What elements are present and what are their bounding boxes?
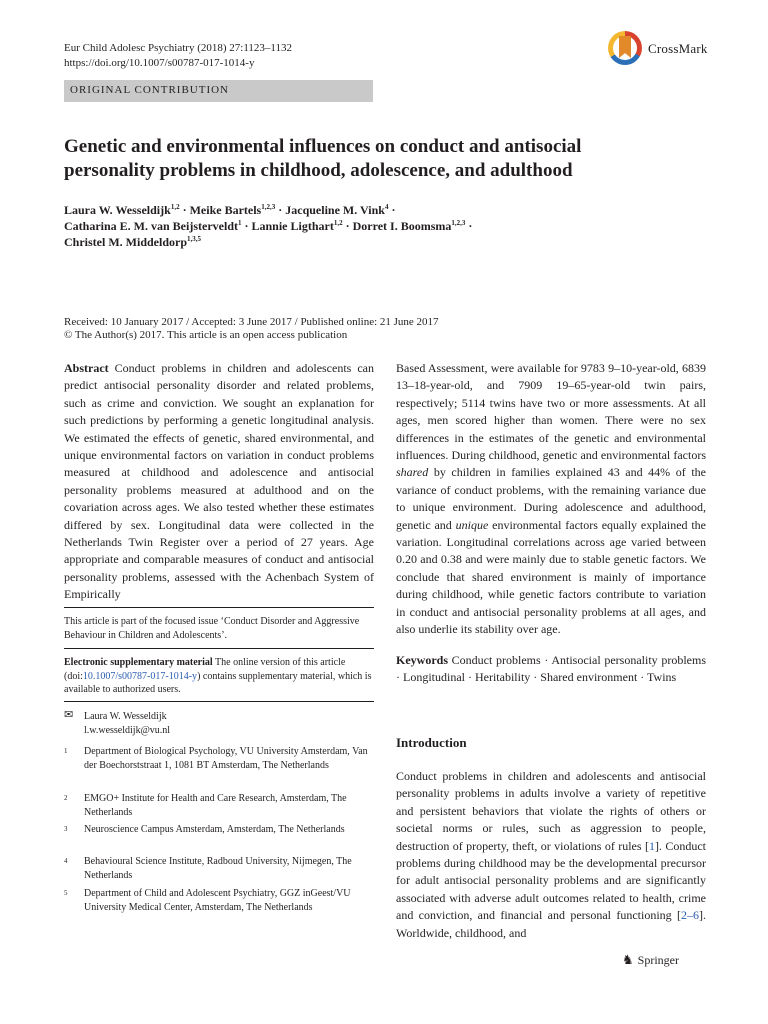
article-type-label: ORIGINAL CONTRIBUTION	[70, 84, 229, 96]
author-name[interactable]: Jacqueline M. Vink	[285, 203, 385, 217]
author-name[interactable]: Lannie Ligthart	[251, 219, 334, 233]
affiliation-number: 4	[64, 857, 68, 865]
esm-text: ) contains supplementary material, which is available to authorized users.	[64, 670, 372, 695]
esm-doi-link[interactable]: 10.1007/s00787-017-1014-y	[82, 670, 198, 682]
abstract-emphasis: unique	[455, 517, 489, 532]
abstract-left	[64, 360, 374, 604]
introduction-paragraph	[396, 768, 706, 942]
publication-dates	[64, 316, 704, 342]
abstract-emphasis: shared	[396, 465, 429, 480]
abstract-label: Abstract	[64, 361, 109, 375]
springer-horse-icon: ♞	[622, 952, 634, 967]
abstract-text: Conduct problems in children and adolescents can predict antisocial personality disorder and related problems, such as crime and conviction. We sought an explanation for such predictions by performing a genetic longitudinal analysis. We estimated the effects of genetic, shared environmental, and unique environmental factors on variation in conduct problems measured at childhood and adolescence and antisocial personality problems measured at adulthood and on the covariation across ages. We also tested whether these estimates differed by sex. Longitudinal data were collected in the Netherlands Twin Register over a period of 27 years. Age appropriate and comparable measures of conduct and antisocial personality problems, assessed with the Achenbach System of Empirically	[64, 361, 375, 602]
footnote-divider	[64, 648, 374, 649]
esm-label: Electronic supplementary material	[64, 657, 213, 668]
author-affiliation: 1,3,5	[187, 235, 201, 243]
title-line: personality problems in childhood, adolescence, and adulthood	[64, 160, 573, 181]
supplementary-material-note	[64, 656, 374, 697]
author-affiliation: 1,2	[170, 203, 180, 211]
crossmark-badge[interactable]	[608, 31, 748, 71]
affiliation-number: 5	[64, 889, 68, 897]
affiliation-text: Behavioural Science Institute, Radboud University, Nijmegen, The Netherlands	[84, 856, 352, 881]
intro-text: Conduct problems in children and adolescents and antisocial personality problems in adults involve a variety of repetitive and persistent behaviors that violate the rights of others or societal norms or rules, such as aggression to people, destruction of property, theft, or violations of rules [	[396, 769, 706, 853]
abstract-text: environmental factors equally explained the variation. Longitudinal correlations across age varied between 0.20 and 0.38 and were mainly due to stable genetic factors. We conclude that shared environment is mainly of importance during childhood, while genetic factors contribute to variation in conduct and antisocial personality problems at all ages, and also underlie its stability over age.	[396, 517, 706, 637]
author-name[interactable]: Catharina E. M. van Beijsterveldt	[64, 219, 238, 233]
article-title	[64, 135, 684, 183]
envelope-icon: ✉	[64, 709, 74, 721]
correspondence-name: Laura W. Wesseldijk	[84, 711, 167, 722]
dates-line: Received: 10 January 2017 / Accepted: 3 June 2017 / Published online: 21 June 2017	[64, 316, 439, 328]
affiliation-text: EMGO+ Institute for Health and Care Research, Amsterdam, The Netherlands	[84, 793, 347, 818]
author-name[interactable]: Dorret I. Boomsma	[352, 219, 452, 233]
affiliation-text: Department of Biological Psychology, VU University Amsterdam, Van der Boechorststraat 1, 1081 BT Amsterdam, The Netherlands	[84, 746, 368, 771]
affiliation-number: 2	[64, 794, 68, 802]
focused-issue-note: This article is part of the focused issue ‘Conduct Disorder and Aggressive Behaviour in Children and Adolescents’.	[64, 616, 360, 641]
author-affiliation: 1,2	[333, 219, 343, 227]
author-name[interactable]: Meike Bartels	[189, 203, 262, 217]
author-name[interactable]: Christel M. Middeldorp	[64, 235, 187, 249]
publisher-name: Springer	[637, 953, 679, 967]
footnote-divider	[64, 701, 374, 702]
article-type-banner	[64, 80, 373, 102]
abstract-text: by children in families explained 43 and 44% of the variance of conduct problems, with the remaining variance due to unique environment. During adolescence and adulthood, genetic and	[396, 465, 707, 532]
author-affiliation: 1,2,3	[261, 203, 276, 211]
citation-link[interactable]: 2–6	[681, 908, 699, 923]
footnote-divider	[64, 607, 374, 608]
publisher-logo	[622, 952, 679, 968]
affiliation-number: 3	[64, 825, 68, 833]
author-affiliation: 1	[237, 219, 242, 227]
keywords-text: Conduct problems · Antisocial personality problems · Longitudinal · Heritability · Shared environment · Twins	[396, 652, 706, 684]
keywords-label: Keywords	[396, 652, 448, 667]
author-affiliation: 1,2,3	[451, 219, 466, 227]
section-heading: Introduction	[396, 735, 467, 750]
author-list: Laura W. Wesseldijk$^{1,2}$ · Meike Bartels$^{1,2,3}$ · Jacqueline M. Vink$^4$ · Catharina E. M. van Beijsterveldt$^1$ · Lannie Ligthart$^{1,2}$ · Dorret I. Boomsma$^{1,2,3}$ · Christel M. Middeldorp$^{1,3,5}$	[64, 203, 473, 249]
journal-citation	[64, 41, 292, 71]
abstract-right	[396, 360, 706, 686]
doi-link[interactable]: https://doi.org/10.1007/s00787-017-1014-y	[64, 57, 255, 69]
intro-text: ]. Conduct problems during childhood may be the developmental precursor for adult antisocial personality problems and are significantly associated with adverse adult outcomes related to health, crime and conviction, and financial and personal functioning [	[396, 838, 706, 923]
affiliation-number: 1	[64, 747, 68, 755]
journal-reference: Eur Child Adolesc Psychiatry (2018) 27:1123–1132	[64, 42, 293, 54]
title-line: Genetic and environmental influences on conduct and antisocial	[64, 136, 582, 157]
affiliation-text: Neuroscience Campus Amsterdam, Amsterdam, The Netherlands	[84, 824, 345, 835]
intro-text: ]. Worldwide, childhood, and	[396, 908, 706, 940]
author-name[interactable]: Laura W. Wesseldijk	[64, 203, 171, 217]
crossmark-label: CrossMark	[648, 41, 708, 56]
keywords	[396, 652, 706, 687]
license-line: © The Author(s) 2017. This article is an open access publication	[64, 329, 348, 341]
citation-link[interactable]: 1	[648, 838, 655, 853]
affiliation-text: Department of Child and Adolescent Psychiatry, GGZ inGeest/VU University Medical Center, Amsterdam, The Netherlands	[84, 888, 351, 913]
author-affiliation: 4	[384, 203, 389, 211]
abstract-text: Based Assessment, were available for 9783 9–10-year-old, 6839 13–18-year-old, and 7909 19–65-year-old twin pairs, respectively; 5114 twins have two or more assessments. At all ages, men scored higher than women. There were no sex differences in the estimates of the genetic and environmental influences. During childhood, genetic and environmental factors	[396, 361, 706, 463]
esm-text: The online version of this article (doi:	[64, 657, 346, 682]
correspondence-email[interactable]: l.w.wesseldijk@vu.nl	[84, 724, 171, 736]
